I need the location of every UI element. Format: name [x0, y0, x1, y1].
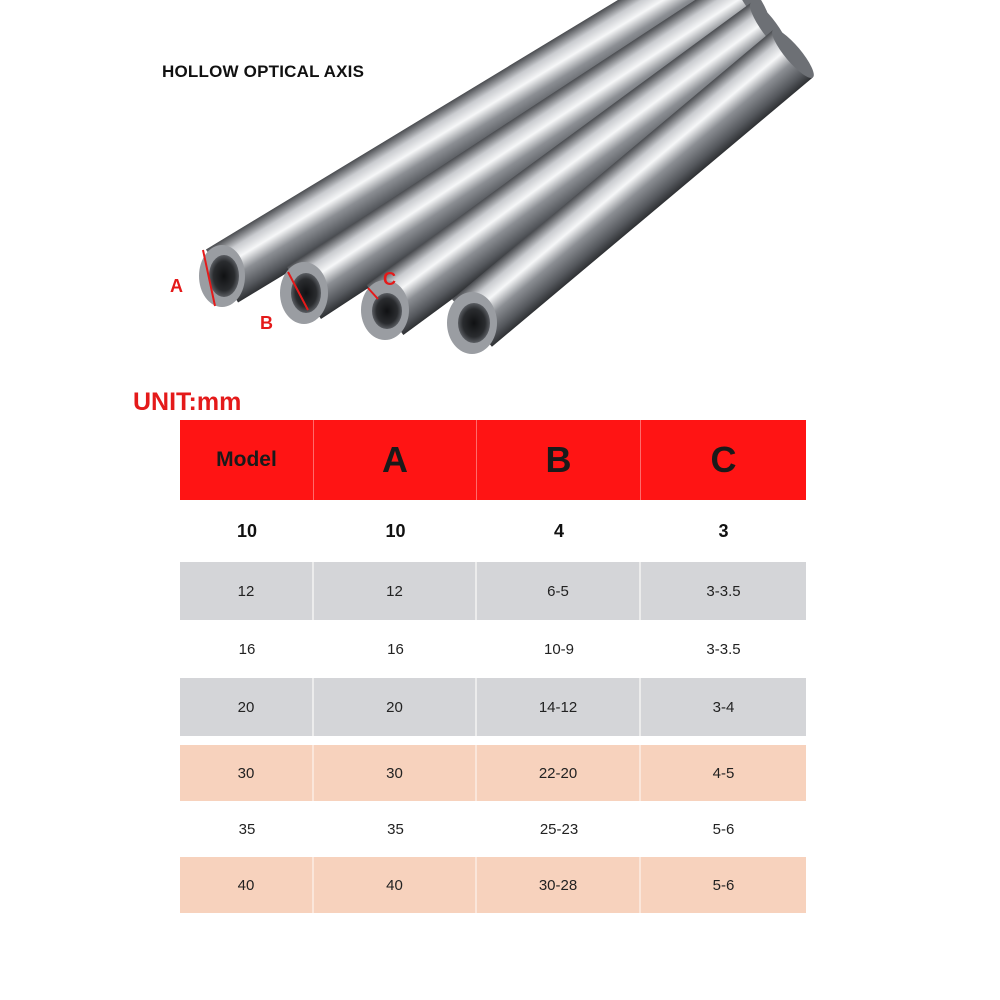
cell-b: 30-28: [477, 857, 641, 913]
cell-b: 4: [553, 520, 564, 541]
cell-c: 3: [718, 520, 729, 541]
header-c: C: [710, 439, 737, 480]
cell-c: 3-3.5: [706, 640, 741, 658]
table-row: [180, 620, 806, 678]
cell-b: 22-20: [477, 745, 641, 801]
cell-c: 5-6: [712, 876, 735, 894]
cell-c: 4-5: [712, 764, 735, 782]
table-header-row: [180, 420, 806, 500]
cell-b: 14-12: [477, 678, 641, 736]
cell-a: 12: [314, 562, 477, 620]
product-title: HOLLOW OPTICAL AXIS: [162, 62, 365, 81]
header-b: B: [477, 420, 641, 500]
label-c: C: [383, 269, 396, 289]
cell-a: 16: [387, 640, 404, 658]
unit-label: UNIT:mm: [133, 388, 242, 416]
header-model: Model: [180, 420, 314, 500]
table-row: [180, 801, 806, 857]
table-row: [180, 857, 806, 913]
cell-b: 6-5: [477, 562, 641, 620]
cell-model: 10: [236, 520, 258, 541]
cell-a: 10: [385, 520, 406, 541]
cell-model: 30: [180, 745, 314, 801]
cell-b: 10-9: [543, 640, 575, 658]
cell-b: 25-23: [539, 820, 579, 838]
cell-c: 5-6: [712, 820, 735, 838]
cell-a: 35: [387, 820, 404, 838]
cell-a: 30: [314, 745, 477, 801]
cell-model: 20: [180, 678, 314, 736]
cell-model: 40: [180, 857, 314, 913]
cell-model: 12: [180, 562, 314, 620]
cell-model: 16: [238, 640, 256, 658]
spec-table: [180, 420, 806, 913]
table-row: [180, 678, 806, 736]
header-a: A: [314, 420, 477, 500]
cell-model: 35: [238, 820, 256, 838]
label-a: A: [170, 276, 183, 296]
cell-a: 40: [314, 857, 477, 913]
table-row: [180, 502, 806, 560]
hollow-rods-image: [0, 0, 1000, 380]
label-b: B: [260, 313, 273, 333]
cell-c: 3-3.5: [706, 582, 741, 600]
cell-a: 20: [314, 678, 477, 736]
table-row: [180, 745, 806, 801]
table-row: [180, 562, 806, 620]
cell-c: 3-4: [712, 698, 735, 716]
